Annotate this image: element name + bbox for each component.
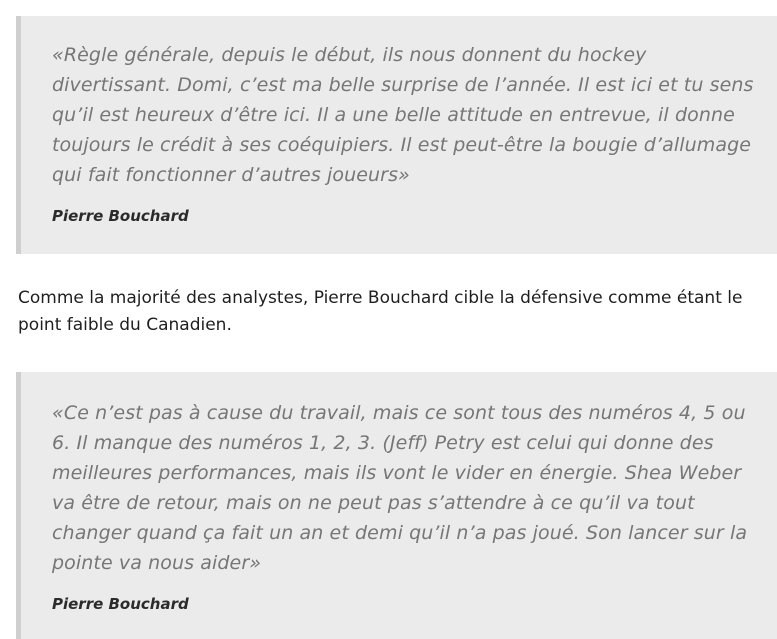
quote-block-1	[16, 16, 777, 254]
article-paragraph: Comme la majorité des analystes, Pierre Bouchard cible la défensive comme étant le point faible du Canadien.	[18, 288, 743, 335]
quote-author: Pierre Bouchard	[52, 595, 189, 613]
quote-author: Pierre Bouchard	[52, 207, 189, 225]
quote-block-2	[16, 372, 777, 639]
quote-text: «Règle générale, depuis le début, ils nous donnent du hockey divertissant. Domi, c’est ma belle surprise de l’année. Il est ici et tu sens qu’il est heureux d’être ici. Il a une belle attitude en entrevue, il donne toujours le crédit à ses coéquipiers. Il est peut-être la bougie d’allumage qui fait fonctionner d’autres joueurs»	[52, 44, 754, 186]
quote-text: «Ce n’est pas à cause du travail, mais ce sont tous des numéros 4, 5 ou 6. Il manque des numéros 1, 2, 3. (Jeff) Petry est celui qui donne des meilleures performances, mais ils vont le vider en énergie. Shea Weber va être de retour, mais on ne peut pas s’attendre à ce qu’il va tout changer quand ça fait un an et demi qu’il n’a pas joué. Son lancer sur la pointe va nous aider»	[52, 402, 748, 574]
